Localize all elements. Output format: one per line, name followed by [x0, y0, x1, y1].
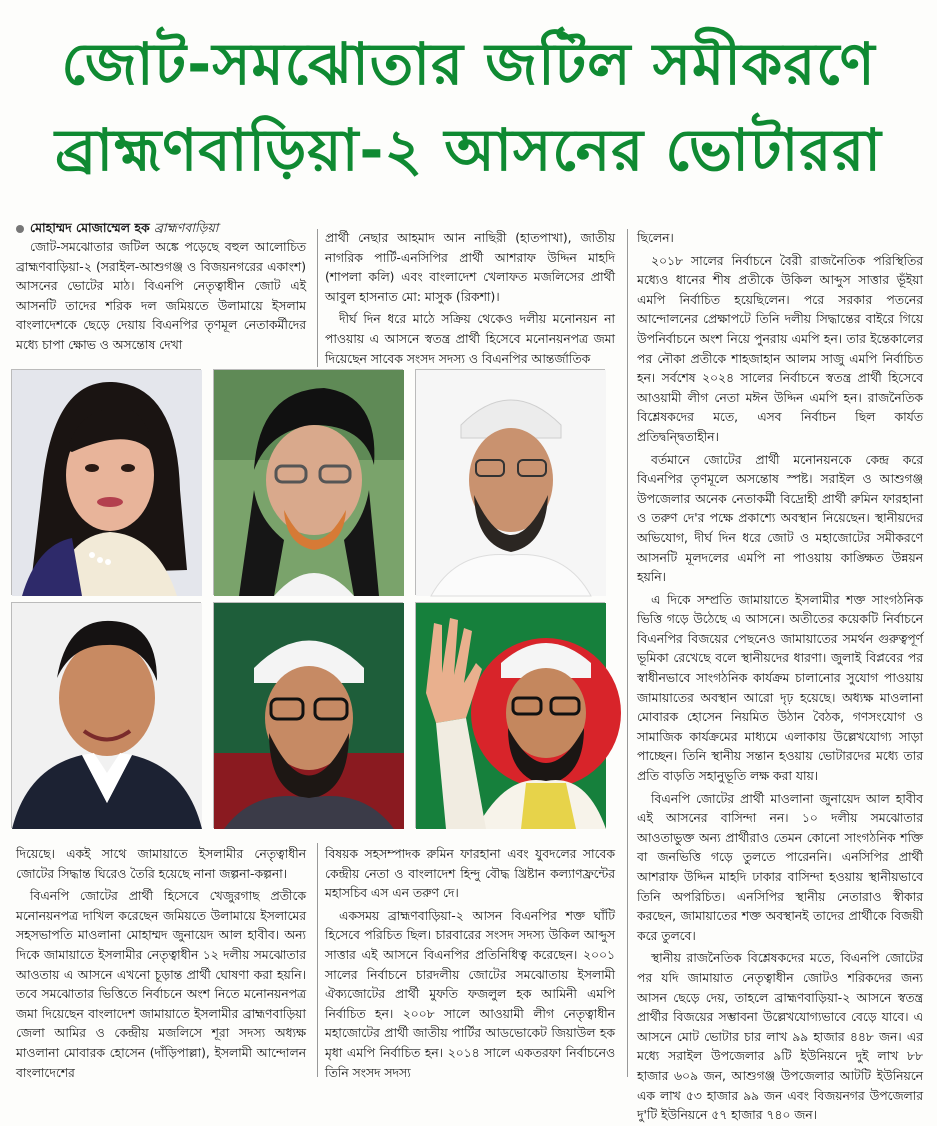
candidate-photo-6: [415, 602, 605, 828]
man-cap-portrait-icon: [416, 370, 606, 596]
paragraph: ২০১৮ সালের নির্বাচনে বৈরী রাজনৈতিক পরিস্থিতির মধ্যেও ধানের শীষ প্রতীকে উকিল আব্দুস সাত্তার ভূঁইয়া এমপি নির্বাচিত হয়েছিলেন। পরে সরকার পতনের আন্দোলনের প্রেক্ষাপটে তিনি দলীয় সিদ্ধান্তের বাইরে গিয়ে উপনির্বাচনে অংশ নিয়ে পুনরায় এমপি হন। তার ইন্তেকালের পর নৌকা প্রতীকে শাহজাহান আলম সাজু এমপি নির্বাচিত হন। সর্বশেষ ২০২৪ সালের নির্বাচনে স্বতন্ত্র প্রার্থী হিসেবে আওয়ামী লীগ নেতা মঈন উদ্দিন এমপি হন। রাজনৈতিক বিশ্লেষকদের মতে, এসব নির্বাচন ছিল কার্যত প্রতিদ্বন্দ্বিতাহীন।: [637, 253, 923, 444]
paragraph: একসময় ব্রাহ্মণবাড়িয়া-২ আসন বিএনপির শক্ত ঘাঁটি হিসেবে পরিচিত ছিল। চারবারের সংসদ সদস্য উকিল আব্দুস সাত্তার এই আসনে বিএনপির প্রতিনিধিত্ব করেছেন। ২০০১ সালের নির্বাচনে চারদলীয় জোটের সমঝোতায় ইসলামী ঐক্যজোটের প্রার্থী মুফতি ফজলুল হক আমিনী এমপি নির্বাচিত হন। ২০০৮ সালে আওয়ামী লীগ নেতৃত্বাধীন মহাজোটের প্রার্থী জাতীয় পার্টির আডভোকেট জিয়াউল হক মৃধা এমপি নির্বাচিত হন। ২০১৪ সালে একতরফা নির্বাচনেও তিনি সংসদ সদস্য: [325, 908, 615, 1080]
candidate-photo-5: [213, 602, 403, 828]
column-1-bottom: [16, 845, 306, 1080]
man-turban-portrait-icon: [214, 370, 404, 596]
paragraph: বিষয়ক সহসম্পাদক রুমিন ফারহানা এবং যুবদলের সাবেক কেন্দ্রীয় নেতা ও বাংলাদেশ হিন্দু বৌদ্ধ খ্রিষ্টান কল্যাণফ্রন্টের মহাসচিব এস এন তরুণ দে।: [325, 847, 615, 901]
paragraph: বিএনপি জোটের প্রার্থী হিসেবে খেজুরগাছ প্রতীকে মনোনয়নপত্র দাখিল করেছেন জমিয়তে উলামায়ে ইসলামের সহসভাপতি মাওলানা মোহাম্মদ জুনায়েদ আল হাবীব। অন্য দিকে জামায়াতে ইসলামীর নেতৃত্বাধীন ১২ দলীয় সমঝোতার আওতায় এ আসনে এখনো চূড়ান্ত প্রার্থী ঘোষণা করা হয়নি। তবে সমঝোতার ভিত্তিতে নির্বাচনে অংশ নিতে মনোনয়নপত্র জমা দিয়েছেন বাংলাদেশ জামায়াতে ইসলামীর ব্রাহ্মণবাড়িয়া জেলা আমির ও কেন্দ্রীয় মজলিসে শূরা সদস্য অধ্যক্ষ মাওলানা মোবারক হোসেন (দাঁড়িপাল্লা), ইসলামী আন্দোলন বাংলাদেশের: [16, 889, 306, 1080]
paragraph: স্থানীয় রাজনৈতিক বিশ্লেষকদের মতে, বিএনপি জোটের পর যদি জামায়াত নেতৃত্বাধীন জোটও শরিকদের জন্য আসন ছেড়ে দেয়, তাহলে ব্রাহ্মণবাড়িয়া-২ আসনে স্বতন্ত্র প্রার্থীর বিজয়ের সম্ভাবনা উল্লেখযোগ্যভাবে বেড়ে যাবে। এ আসনে মোট ভোটার চার লাখ ৯৯ হাজার ৪৪৮ জন। এর মধ্যে সরাইল উপজেলার ৯টি ইউনিয়নে দুই লাখ ৮৮ হাজার ৬০৯ জন, আশুগঞ্জ উপজেলার আটটি ইউনিয়নে এক লাখ ৫৩ হাজার ৯৯ জন এবং বিজয়নগর উপজেলার দু'টি ইউনিয়নে ৫৭ হাজার ৭৪০ জন।: [637, 951, 923, 1123]
paragraph: দিয়েছে। একই সাথে জামায়াতে ইসলামীর নেতৃত্বাধীন জোটের সিদ্ধান্ত ঘিরেও তৈরি হয়েছে নানা জল্পনা-কল্পনা।: [16, 847, 306, 881]
paragraph: এ দিকে সম্প্রতি জামায়াতে ইসলামীর শক্ত সাংগঠনিক ভিত্তি গড়ে উঠেছে এ আসনে। অতীতের কয়েকটি নির্বাচনে বিএনপির বিজয়ের পেছনেও জামায়াতের সমর্থন গুরুত্বপূর্ণ ভূমিকা রেখেছে বলে স্থানীয়দের ধারণা। জুলাই বিপ্লবের পর স্বাধীনভাবে সাংগঠনিক কার্যক্রম চালানোর সুযোগ পাওয়ায় জামায়াতের অবস্থান আরো দৃঢ় হয়েছে। অধ্যক্ষ মাওলানা মোবারক হোসেন নিয়মিত উঠান বৈঠক, গণসংযোগ ও সামাজিক কার্যক্রমের মাধ্যমে এলাকায় উল্লেখযোগ্য সাড়া পাচ্ছেন। তিনি স্থানীয় সন্তান হওয়ায় ভোটারদের মধ্যে তার প্রতি বাড়তি সহানুভূতি লক্ষ করা যায়।: [637, 592, 923, 784]
bullet-icon: [16, 225, 24, 233]
column-divider: [317, 229, 318, 367]
column-2-top: [325, 229, 615, 364]
candidate-photo-3: [415, 369, 605, 595]
candidate-photo-1: [11, 369, 201, 595]
paragraph: জোট-সমঝোতার জটিল অঙ্কে পড়েছে বহুল আলোচিত ব্রাহ্মণবাড়িয়া-২ (সরাইল-আশুগঞ্জ ও বিজয়নগরের একাংশ) আসনের ভোটের মাঠ। বিএনপি নেতৃত্বাধীন জোট এই আসনটি তাদের শরিক দল জমিয়তে উলামায়ে ইসলাম বাংলাদেশকে ছেড়ে দেয়ায় বিএনপির তৃণমূল নেতাকর্মীদের মধ্যে চাপা ক্ষোভ ও অসন্তোষ দেখা: [16, 240, 306, 352]
paragraph: বিএনপি জোটের প্রার্থী মাওলানা জুনায়েদ আল হাবীব এই আসনের বাসিন্দা নন। ১০ দলীয় সমঝোতার আওতাভুক্ত অন্য প্রার্থীরাও তেমন কোনো সাংগঠনিক শক্তি বা জনভিত্তি গড়ে তুলতে পারেননি। এনসিপির প্রার্থী আশরাফ উদ্দিন মাহদি ঢাকার বাসিন্দা হওয়ায় স্থানীয়ভাবে তিনি অপরিচিত। এনসিপির স্থানীয় নেতারাও স্বীকার করছেন, জামায়াতের শক্ত অবস্থানই তাদের প্রার্থীকে বিজয়ী করে তুলবে।: [637, 791, 923, 943]
paragraph: বর্তমানে জোটের প্রার্থী মনোনয়নকে কেন্দ্র করে বিএনপির তৃণমূলে অসন্তোষ স্পষ্ট। সরাইল ও আশুগঞ্জ উপজেলার অনেক নেতাকর্মী বিদ্রোহী প্রার্থী রুমিন ফারহানা ও তরুণ দে'র পক্ষে প্রকাশ্যে অবস্থান নিয়েছেন। স্থানীয়দের অভিযোগ, দীর্ঘ দিন ধরে জোট ও মহাজোটের সমীকরণে আসনটি মূলদলের এমপি না পাওয়ায় কাঙ্ক্ষিত উন্নয়ন হয়নি।: [637, 452, 923, 585]
candidate-photo-2: [213, 369, 403, 595]
byline: [16, 219, 218, 237]
paragraph: ছিলেন।: [637, 231, 674, 245]
column-2-bottom: [325, 845, 615, 1080]
column-3: [637, 229, 923, 1123]
column-divider: [317, 843, 318, 1077]
candidate-photo-4: [11, 602, 201, 828]
byline-author: মোহাম্মদ মোজাম্মেল হক: [30, 220, 150, 235]
headline-line-1: জোট-সমঝোতার জটিল সমীকরণে: [61, 30, 876, 98]
column-1-top: [16, 238, 306, 364]
paragraph: দীর্ঘ দিন ধরে মাঠে সক্রিয় থেকেও দলীয় মনোনয়ন না পাওয়ায় এ আসনে স্বতন্ত্র প্রার্থী হিসেবে মনোনয়নপত্র জমা দিয়েছেন সাবেক সংসদ সদস্য ও বিএনপির আন্তর্জাতিক: [325, 312, 615, 366]
headline-line-2: ব্রাহ্মণবাড়িয়া-২ আসনের ভোটাররা: [55, 116, 882, 184]
paragraph: প্রার্থী নেছার আহমাদ আন নাছিরী (হাতপাখা), জাতীয় নাগরিক পার্টি-এনসিপির প্রার্থী আশরাফ উদ্দিন মাহদি (শাপলা কলি) এবং বাংলাদেশ খেলাফত মজলিসের প্রার্থী আবুল হাসনাত মো: মাসুক (রিকশা)।: [325, 231, 615, 304]
byline-place: ব্রাহ্মণবাড়িয়া: [154, 220, 219, 235]
man-waving-portrait-icon: [416, 603, 606, 829]
woman-portrait-icon: [12, 370, 202, 596]
man-suit-portrait-icon: [12, 603, 202, 829]
column-divider: [627, 229, 628, 1077]
man-cap-glasses-portrait-icon: [214, 603, 404, 829]
